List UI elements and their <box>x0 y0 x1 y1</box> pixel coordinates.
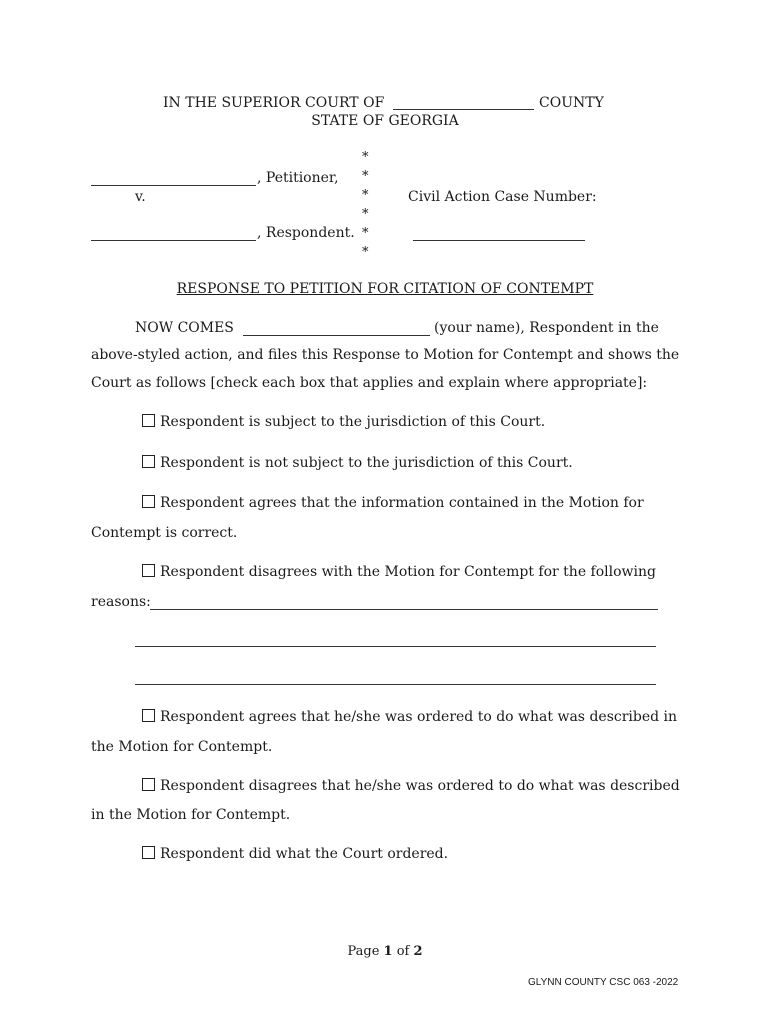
respondent-label: , Respondent. <box>257 225 355 241</box>
page-current: 1 <box>383 944 393 959</box>
county-blank[interactable] <box>393 109 534 110</box>
intro-line-2: above-styled action, and files this Response to Motion for Contempt and shows the <box>91 347 680 363</box>
item-disagrees-order <box>142 778 680 794</box>
page-number <box>0 944 770 959</box>
item-agrees-info <box>142 495 644 511</box>
caption-star: * <box>362 188 369 203</box>
item-jurisdiction <box>142 414 545 430</box>
item-disagrees-order-text: Respondent disagrees that he/she was ordered to do what was described <box>160 778 680 794</box>
reasons-line-1[interactable] <box>150 609 658 610</box>
item-disagrees-order-cont: in the Motion for Contempt. <box>91 807 291 823</box>
page-total: 2 <box>413 944 423 959</box>
intro-line-3: Court as follows [check each box that applies and explain where appropriate]: <box>91 375 648 391</box>
respondent-blank[interactable] <box>91 240 256 241</box>
versus-label: v. <box>135 189 146 205</box>
reasons-line-2[interactable] <box>135 646 656 647</box>
item-did-what <box>142 846 448 862</box>
your-name-label: (your name), Respondent in the <box>434 320 659 336</box>
now-comes-label: NOW COMES <box>135 320 234 336</box>
item-no-jurisdiction-text: Respondent is not subject to the jurisdiction of this Court. <box>160 455 573 471</box>
item-disagrees <box>142 564 656 580</box>
state-heading: STATE OF GEORGIA <box>311 113 459 129</box>
checkbox-did-what[interactable] <box>142 846 155 859</box>
item-agrees-info-cont: Contempt is correct. <box>91 525 238 541</box>
checkbox-no-jurisdiction[interactable] <box>142 455 155 468</box>
item-jurisdiction-text: Respondent is subject to the jurisdiction of this Court. <box>160 414 546 430</box>
petitioner-label: , Petitioner, <box>257 170 339 186</box>
item-agrees-order-text: Respondent agrees that he/she was ordered to do what was described in <box>160 709 678 725</box>
item-agrees-order <box>142 709 677 725</box>
checkbox-jurisdiction[interactable] <box>142 414 155 427</box>
item-did-what-text: Respondent did what the Court ordered. <box>160 846 449 862</box>
caption-star: * <box>362 150 369 165</box>
case-number-blank[interactable] <box>413 240 585 241</box>
item-agrees-order-cont: the Motion for Contempt. <box>91 739 273 755</box>
court-heading-suffix: COUNTY <box>539 95 604 111</box>
checkbox-disagrees-order[interactable] <box>142 778 155 791</box>
petitioner-blank[interactable] <box>91 185 256 186</box>
reasons-label: reasons: <box>91 594 151 610</box>
checkbox-agrees-info[interactable] <box>142 495 155 508</box>
page-word: Page <box>347 944 380 959</box>
reasons-line-3[interactable] <box>135 684 656 685</box>
checkbox-agrees-order[interactable] <box>142 709 155 722</box>
caption-star: * <box>362 226 369 241</box>
checkbox-disagrees[interactable] <box>142 564 155 577</box>
item-agrees-info-text: Respondent agrees that the information contained in the Motion for <box>160 495 644 511</box>
caption-star: * <box>362 207 369 222</box>
document-title: RESPONSE TO PETITION FOR CITATION OF CONTEMPT <box>176 281 594 297</box>
case-number-label: Civil Action Case Number: <box>408 189 597 205</box>
court-heading-prefix: IN THE SUPERIOR COURT OF <box>163 95 385 111</box>
caption-star: * <box>362 169 369 184</box>
caption-star: * <box>362 245 369 260</box>
of-word: of <box>396 944 410 959</box>
item-disagrees-text: Respondent disagrees with the Motion for Contempt for the following <box>160 564 656 580</box>
form-code: GLYNN COUNTY CSC 063 -2022 <box>528 977 679 988</box>
your-name-blank[interactable] <box>243 335 430 336</box>
item-no-jurisdiction <box>142 455 573 471</box>
